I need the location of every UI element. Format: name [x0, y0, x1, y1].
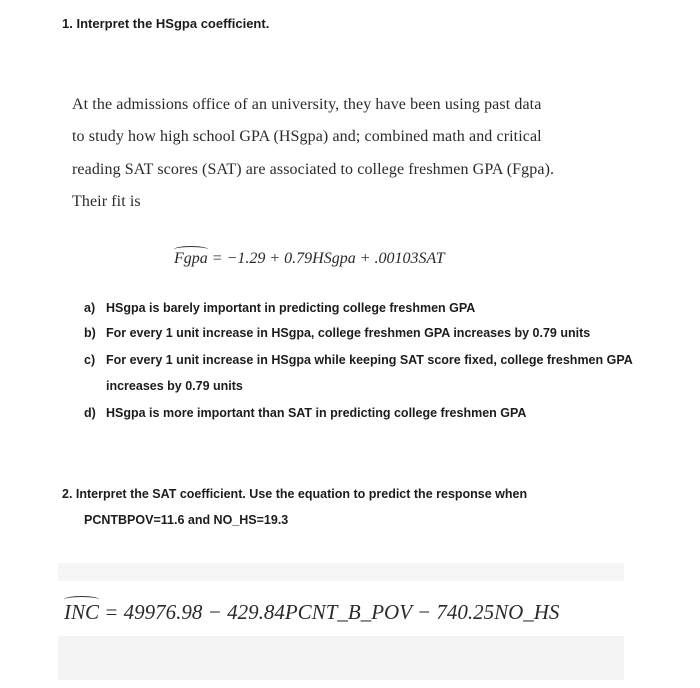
equation-rhs-inc: = 49976.98 − 429.84PCNT_B_POV − 740.25NO_HS: [104, 600, 560, 624]
option-text: For every 1 unit increase in HSgpa, college freshmen GPA increases by 0.79 units: [106, 326, 591, 340]
option-text: HSgpa is more important than SAT in predicting college freshmen GPA: [106, 406, 527, 420]
equation-rhs-fgpa: = −1.29 + 0.79HSgpa + .00103SAT: [211, 250, 445, 267]
question-1-title: 1. Interpret the HSgpa coefficient.: [62, 16, 270, 31]
option-c[interactable]: [84, 353, 633, 367]
paragraph-line-1: At the admissions office of an university, they have been using past data: [72, 96, 542, 113]
option-c-continuation: increases by 0.79 units: [106, 379, 243, 393]
equation-background-bottom: [58, 636, 624, 680]
question-2-title-line-2: PCNTBPOV=11.6 and NO_HS=19.3: [84, 513, 289, 527]
regression-equation-inc: [64, 600, 559, 625]
option-d[interactable]: [84, 406, 526, 420]
equation-background-top: [58, 563, 624, 581]
option-label: c): [84, 353, 96, 367]
equation-lhs-inc: INC: [64, 600, 100, 624]
option-label: d): [84, 406, 96, 420]
option-label: a): [84, 301, 96, 315]
option-b[interactable]: [84, 326, 590, 340]
option-text: HSgpa is barely important in predicting college freshmen GPA: [106, 301, 476, 315]
regression-equation-fgpa: [174, 250, 445, 268]
option-text: For every 1 unit increase in HSgpa while keeping SAT score fixed, college freshmen GPA: [106, 353, 633, 367]
question-2-title-line-1: 2. Interpret the SAT coefficient. Use the equation to predict the response when: [62, 487, 528, 501]
paragraph-line-2: to study how high school GPA (HSgpa) and; combined math and critical: [72, 128, 542, 145]
paragraph-line-4: Their fit is: [72, 193, 141, 210]
option-a[interactable]: [84, 301, 475, 315]
option-label: b): [84, 326, 96, 340]
equation-lhs-fgpa: Fgpa: [174, 250, 208, 267]
paragraph-line-3: reading SAT scores (SAT) are associated to college freshmen GPA (Fgpa).: [72, 161, 555, 178]
